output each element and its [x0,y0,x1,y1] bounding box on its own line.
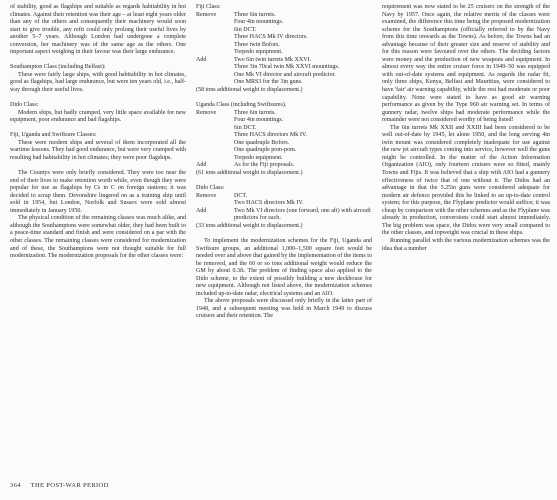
equipment-item: Four 4in mountings. [234,117,284,124]
equipment-list [234,12,372,57]
equipment-item: Three 6in turrets. [234,109,276,116]
weight-note: (58 tons additional weight to displacement.) [196,87,303,94]
paragraph-spacer [10,95,186,103]
weight-note: (61 tons additional weight to displacement.) [196,170,303,177]
equipment-item: 6in DCT. [234,124,257,131]
body-paragraph: Modern ships, but badly cramped, very little space available for new equipment, poor endurance and bad flagships. [10,109,186,124]
body-paragraph: of stability, good as flagships and suitable as regards habitability in hot climates. Against their retention was their age – at least eight years older than any of the others and consequently their machinery would soon start to give trouble, any refit could only prolong their useful lives by another 5–7 years. Although London had undergone a complete conversion, her machinery was of the same age as the others. One important aspect weighing in their favour was their large endurance. [10,4,186,56]
body-paragraph: The physical condition of the remaining classes was much alike, and although the Southamptons were somewhat older, they had been built to a peace-time standard and finish and were considered on a par with the other classes. The remaining classes were considered for modernization and of these, the Southamptons were not thought suitable for full modernization. The modernization proposals for the other classes were: [10,215,186,260]
equipment-change-block [196,57,372,87]
equipment-item: One quadruple Bofors. [234,139,290,146]
section-heading: Uganda Class (including Swiftsures). [196,102,287,109]
equipment-list [234,162,372,170]
page-footer [10,482,109,489]
weight-note: (33 tons additional weight to displacement.) [196,222,303,229]
equipment-item: Three HACS directors Mk IV. [234,132,307,139]
equipment-change-block [196,162,372,170]
equipment-item: One quadruple pom-pom. [234,147,297,154]
body-paragraph: The Countys were only briefly considered. They were too near the end of their lives to make retention worth while, even though they were popular for use as flagships by Cs in C on foreign stations; it was decided to scrap them. Devonshire lingered on as a training ship until sold in 1954, but London, Norfolk and Sussex were sold almost immediately in January 1950. [10,170,186,214]
section-heading: Southampton Class (including Belfast): [10,64,106,71]
section-heading: Fiji Class: [196,4,221,10]
equipment-list [234,208,372,223]
equipment-item: Two HACS directors Mk IV. [234,200,304,207]
equipment-list [234,57,372,87]
change-type-label: Add [196,56,207,63]
page-number: 364 [10,482,21,489]
equipment-list [234,193,372,208]
text-column-middle [196,4,372,321]
equipment-item: Three twin Bofors. [234,41,280,48]
body-paragraph: The 6in turrets Mk XXII and XXIII had been considered to be well out-of-date by 1945, let alone 1950, and the long serving 4in twin mount was considered completely inadequate for use against the new jet aircraft types coming into service, however well the guns might be controlled. In the matter of the Action Information Organization (AIO), only fourteen cruisers were so fitted, mainly Towns and Fijis. It was believed that a ship with AIO had a gunnery effectiveness of twice that of one without it. The Didos had an advantage in that the 5.25in guns were considered adequate for modern air defence provided this be linked to an up-to-date control system; for this purpose, the Flyplane predictor would suffice; it was cheap by comparison with the other schemes and as the Flyplane was already in production, conversions could start almost immediately. The big problem was space, the Didos were very small compared to the other classes, and topweight was crucial in these ships. [382,124,550,237]
equipment-item: Three 6in turrets. [234,11,276,18]
paragraph-spacer [196,95,372,103]
text-column-right [382,4,550,253]
equipment-change-block [196,208,372,223]
equipment-item: As for the Fiji proposals. [234,162,295,169]
body-paragraph: These were fairly large ships, with good habitability in hot climates, good as flagships, had large endurance, but were ten years old, i.e., half-way through their useful lives. [10,71,186,94]
body-paragraph: These were modern ships and several of them incorporated all the wartime lessons. They had good endurance, but were very cramped with resulting bad habitability in hot climates; they were poor flagships. [10,139,186,161]
body-paragraph: To implement the modernization schemes for the Fiji, Uganda and Swiftsure groups, an additional 1,000–1,500 square feet would be needed over and above that gained by the implementation of the items to be removed, and the 60 or so tons additional weight would reduce the GM by about 0.3ft. The problem of finding space also applied to the Dido scheme, to the extent of possibly building a new deckhouse for new equipment. Although not listed above, the modernization schemes included up-to-date radar, electrical systems and an AIO. [196,237,372,297]
equipment-change-block [196,110,372,163]
equipment-item: Two Mk VI directors (one forward, one aft) with aircraft predictors for each. [234,207,371,222]
section-heading: Fiji, Uganda and Swiftsure Classes: [10,132,97,139]
equipment-change-block [196,193,372,208]
change-type-label: Add [196,162,207,169]
equipment-item: Three 3in 70cal twin Mk XXVI mountings. [234,64,340,71]
section-heading: Dido Class: [10,102,39,109]
equipment-item: One MRS3 for the 3in guns. [234,79,303,86]
change-type-label: Remove [196,109,217,116]
body-paragraph: The above proposals were discussed only briefly in the latter part of 1948, and a subsequent meeting was held in March 1949 to discuss cruisers and their retention. The [196,298,372,320]
equipment-item: Torpedo equipment. [234,49,283,56]
text-column-left [10,4,186,261]
body-paragraph: requirement was now stated to be 25 cruisers on the strength of the Navy by 1957. Once again, the relative merits of the classes were examined, the difference this time being the proposed modernization scheme for the Southamptons (officially referred to by the Navy from this time onwards as the Towns). As before, the Towns had an advantage because of their greater size and reserve of stability and for this reason were favoured over the others. The deciding factors were money and the production of new weapons and equipment. In almost every way the entire cruiser force in 1949–50 was equipped with out-of-date systems and equipment. As regards the radar fit, only three ships, Kenya, Belfast and Mauritius, were considered to have 'fair' air warning capability, while the rest had moderate or poor capability. None were stated to have as good air warning performance as given by the Type 960 air warning set. In terms of gunnery radar, twelve ships had moderate performance while the remainder were not considered worthy of being listed! [382,4,550,124]
change-type-label: Remove [196,192,217,199]
equipment-list [234,110,372,163]
equipment-item: 6in DCT. [234,26,257,33]
equipment-item: DCT. [234,192,248,199]
equipment-item: Two 6in twin turrets Mk XXVI. [234,56,312,63]
paragraph-spacer [196,230,372,238]
change-type-label: Add [196,207,207,214]
running-title: THE POST-WAR PERIOD [30,482,109,489]
paragraph-spacer [10,162,186,170]
change-type-label: Remove [196,11,217,18]
equipment-item: One Mk VI director and aircraft predictor. [234,71,336,78]
section-heading: Dido Class: [196,185,225,192]
equipment-item: Four 4in mountings. [234,19,284,26]
equipment-item: Three HACS Mk IV directors. [234,34,308,41]
body-paragraph: Running parallel with the various modernization schemes was the idea that a number [382,237,550,252]
equipment-change-block [196,12,372,57]
paragraph-spacer [196,178,372,186]
equipment-item: Torpedo equipment. [234,154,283,161]
